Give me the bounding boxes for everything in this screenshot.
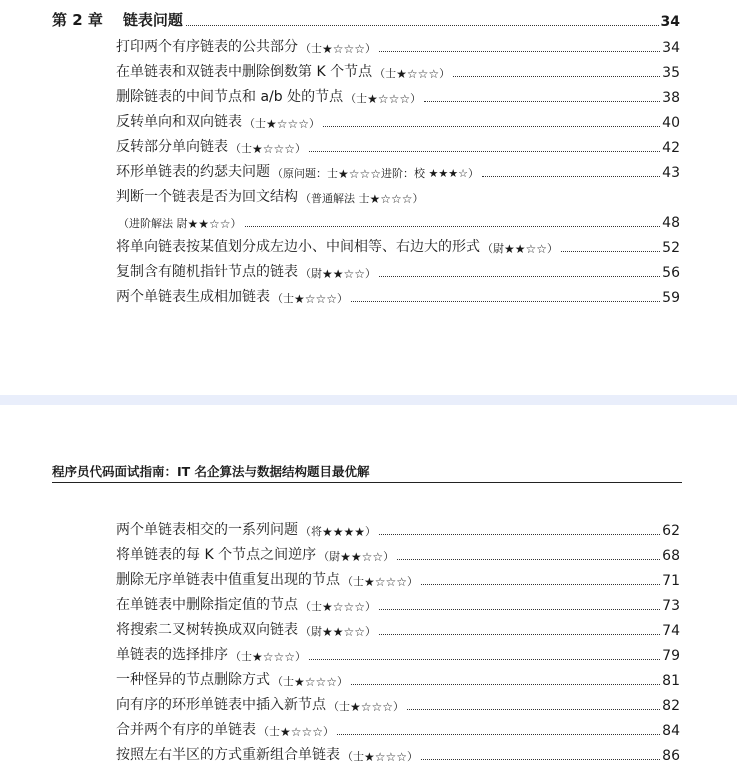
dot-leader [424, 101, 660, 102]
entry-difficulty-label: （士 [328, 700, 350, 713]
difficulty-stars-icon: ★☆☆☆ [367, 92, 411, 106]
entry-difficulty-close: ） [230, 217, 242, 230]
entry-title: 两个单链表生成相加链表 [116, 289, 270, 305]
entry-page-number: 52 [662, 240, 680, 256]
entry-difficulty-close: ） [295, 142, 307, 155]
entry-difficulty-label: （普通解法 士 [300, 192, 370, 205]
entry-difficulty-close: ） [383, 550, 395, 563]
difficulty-stars-icon: ★☆☆☆ [252, 142, 296, 156]
entry-difficulty-close: ） [365, 267, 377, 280]
entry-title: 合并两个有序的单链表 [116, 722, 256, 738]
entry-page-number: 82 [662, 698, 680, 714]
entry-difficulty-label: （士 [272, 292, 294, 305]
toc-entry [116, 111, 680, 131]
entry-difficulty-close: ） [323, 725, 335, 738]
toc-entry [116, 519, 680, 539]
dot-leader [482, 176, 660, 177]
entry-page-number: 71 [662, 573, 680, 589]
dot-leader [379, 609, 660, 610]
dot-leader [397, 559, 660, 560]
toc-entry [116, 186, 680, 206]
toc-entry [116, 211, 680, 231]
entry-difficulty-label: （士 [244, 117, 266, 130]
entry-difficulty-close: ） [547, 242, 559, 255]
entry-title: 按照左右半区的方式重新组合单链表 [116, 747, 340, 763]
chapter-heading [52, 8, 680, 30]
toc-entry [116, 86, 680, 106]
entry-difficulty-close: ） [365, 625, 377, 638]
entry-difficulty-label: （尉 [318, 550, 341, 563]
header-rule [52, 482, 682, 483]
entry-page-number: 74 [662, 623, 680, 639]
difficulty-stars-icon: ★★☆☆ [504, 242, 548, 256]
dot-leader [379, 276, 660, 277]
difficulty-stars-icon: ★☆☆☆ [280, 725, 324, 739]
toc-entry [116, 569, 680, 589]
entry-title: 在单链表中删除指定值的节点 [116, 597, 298, 613]
entry-title: 反转部分单向链表 [116, 139, 228, 155]
toc-entry [116, 669, 680, 689]
entry-difficulty-close: ） [337, 675, 349, 688]
entry-difficulty-label: （士 [300, 42, 322, 55]
difficulty-stars-icon: ★☆☆☆ [322, 42, 366, 56]
toc-entry [116, 136, 680, 156]
chapter-title: 链表问题 [122, 11, 183, 29]
entry-difficulty-label: （士 [230, 650, 252, 663]
toc-entry [116, 286, 680, 306]
entry-difficulty-label: （士 [300, 600, 322, 613]
entry-difficulty-label: （尉 [300, 625, 322, 638]
difficulty-stars-icon: ★☆☆☆ [322, 600, 366, 614]
toc-entry [116, 161, 680, 181]
entry-page-number: 48 [662, 215, 680, 231]
entry-title: 删除链表的中间节点和 a/b 处的节点 [116, 89, 344, 105]
entry-page-number: 81 [662, 673, 680, 689]
entry-difficulty-label: （士 [230, 142, 252, 155]
entry-title: 向有序的环形单链表中插入新节点 [116, 697, 326, 713]
entry-title: 单链表的选择排序 [116, 647, 228, 663]
entry-page-number: 68 [662, 548, 680, 564]
toc-entry [116, 594, 680, 614]
entry-difficulty-close: ） [365, 600, 377, 613]
entry-title: 将单链表的每 K 个节点之间逆序 [116, 547, 317, 563]
toc-entry [116, 61, 680, 81]
difficulty-stars-icon: ★☆☆☆ [364, 750, 408, 764]
entry-difficulty-close: ） [295, 650, 307, 663]
entry-page-number: 38 [662, 90, 680, 106]
entry-difficulty-close: ） [412, 192, 424, 205]
entry-title: 在单链表和双链表中删除倒数第 K 个节点 [116, 64, 373, 80]
dot-leader [351, 301, 660, 302]
difficulty-stars-icon: ★★☆☆ [322, 267, 366, 281]
entry-difficulty-label: （士 [345, 92, 368, 105]
toc-entry [116, 36, 680, 56]
difficulty-stars-icon: ★☆☆☆ [266, 117, 310, 131]
entry-title: 打印两个有序链表的公共部分 [116, 39, 298, 55]
dot-leader [245, 226, 661, 227]
entry-page-number: 84 [662, 723, 680, 739]
entry-difficulty-label: （士 [342, 750, 364, 763]
difficulty-stars-icon: ★★☆☆ [187, 217, 231, 231]
dot-leader [421, 584, 660, 585]
dot-leader [421, 759, 660, 760]
entry-difficulty-label: （士 [374, 67, 397, 80]
entry-difficulty-label: （进阶解法 尉 [118, 217, 188, 230]
entry-difficulty-label: （士 [272, 675, 294, 688]
entry-difficulty-close: ） [393, 700, 405, 713]
toc-entry [116, 719, 680, 739]
entry-difficulty-close: ） [365, 525, 377, 538]
entry-page-number: 42 [662, 140, 680, 156]
page-separator [0, 395, 737, 405]
dot-leader [453, 76, 660, 77]
entry-difficulty-label: （尉 [300, 267, 322, 280]
entry-difficulty-label: （士 [258, 725, 280, 738]
entry-title: 将搜索二叉树转换成双向链表 [116, 622, 298, 638]
entry-difficulty-label: （尉 [482, 242, 504, 255]
chapter-number: 第 2 章 [52, 11, 103, 29]
dot-leader [407, 709, 660, 710]
difficulty-stars-icon: ★★☆☆ [322, 625, 366, 639]
toc-entry [116, 261, 680, 281]
entry-page-number: 73 [662, 598, 680, 614]
running-head: 程序员代码面试指南：IT 名企算法与数据结构题目最优解 [52, 464, 370, 479]
difficulty-stars-icon: ★☆☆☆ [364, 575, 408, 589]
entry-difficulty-label: （将 [300, 525, 322, 538]
entry-title: 一种怪异的节点删除方式 [116, 672, 270, 688]
toc-entry [116, 694, 680, 714]
entry-difficulty-close: ） [407, 575, 419, 588]
entry-page-number: 86 [662, 748, 680, 764]
entry-page-number: 62 [662, 523, 680, 539]
dot-leader [379, 51, 660, 52]
difficulty-stars-icon: ★★★★ [322, 525, 366, 539]
dot-leader [186, 25, 659, 26]
entry-difficulty-close: ） [365, 42, 377, 55]
entry-title: 判断一个链表是否为回文结构 [116, 189, 298, 205]
dot-leader [309, 659, 660, 660]
toc-entry [116, 619, 680, 639]
entry-page-number: 43 [662, 165, 680, 181]
difficulty-stars-icon: ★☆☆☆ [294, 675, 338, 689]
dot-leader [309, 151, 660, 152]
toc-entry [116, 644, 680, 664]
entry-difficulty-label: （原问题：士 [272, 167, 338, 180]
difficulty-stars-icon: ★☆☆☆ [350, 700, 394, 714]
entry-difficulty-close: ） [410, 92, 422, 105]
dot-leader [561, 251, 660, 252]
entry-page-number: 56 [662, 265, 680, 281]
entry-title: 删除无序单链表中值重复出现的节点 [116, 572, 340, 588]
toc-page-2 [0, 405, 737, 770]
toc-entry [116, 744, 680, 764]
toc-entry [116, 544, 680, 564]
dot-leader [379, 534, 660, 535]
difficulty-stars-icon: ★☆☆☆ [294, 292, 338, 306]
dot-leader [379, 634, 660, 635]
dot-leader [351, 684, 660, 685]
entry-difficulty-close: ） [309, 117, 321, 130]
difficulty-stars-icon: ★☆☆☆ [396, 67, 440, 81]
entry-title: 环形单链表的约瑟夫问题 [116, 164, 270, 180]
entry-title: 反转单向和双向链表 [116, 114, 242, 130]
difficulty-stars-icon: ★★☆☆ [340, 550, 384, 564]
entry-title: 两个单链表相交的一系列问题 [116, 522, 298, 538]
entry-difficulty-close: ） [407, 750, 419, 763]
entry-title: 复制含有随机指针节点的链表 [116, 264, 298, 280]
difficulty-stars-icon: ★☆☆☆ [369, 192, 413, 206]
entry-page-number: 35 [662, 65, 680, 81]
entry-difficulty-close: 进阶：校 ★★★☆） [381, 167, 479, 180]
chapter-page-number: 34 [660, 14, 680, 30]
entry-page-number: 34 [662, 40, 680, 56]
entry-title: 将单向链表按某值划分成左边小、中间相等、右边大的形式 [116, 239, 480, 255]
toc-entry [116, 236, 680, 256]
dot-leader [323, 126, 660, 127]
entry-page-number: 59 [662, 290, 680, 306]
difficulty-stars-icon: ★☆☆☆ [338, 167, 382, 181]
entry-difficulty-close: ） [337, 292, 349, 305]
entry-page-number: 40 [662, 115, 680, 131]
entry-difficulty-close: ） [439, 67, 451, 80]
difficulty-stars-icon: ★☆☆☆ [252, 650, 296, 664]
dot-leader [337, 734, 660, 735]
entry-page-number: 79 [662, 648, 680, 664]
entry-difficulty-label: （士 [342, 575, 364, 588]
